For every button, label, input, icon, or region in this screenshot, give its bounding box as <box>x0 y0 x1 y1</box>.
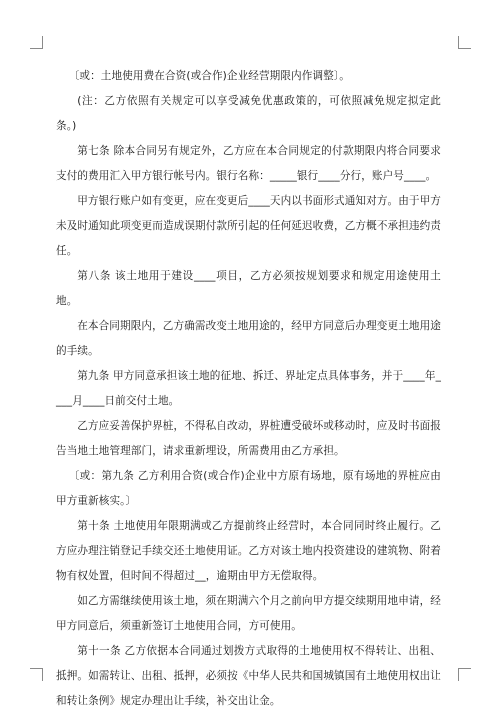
paragraph-boundary-markers: 乙方应妥善保护界桩，不得私自改动，界桩遭受破坏或移动时，应及时书面报告当地土地管理部门，请求重新埋设，所需费用由乙方承担。 <box>56 420 441 457</box>
paragraph-article-7: 第七条 除本合同另有规定外，乙方应在本合同规定的付款期限内将合同要求支付的费用汇入甲方银行帐号内。银行名称：_____银行____分行，账户号____。 <box>56 145 441 182</box>
paragraph-bank-account-change: 甲方银行账户如有变更，应在变更后____天内以书面形式通知对方。由于甲方未及时通知此项变更而造成误期付款所引起的任何延迟收费，乙方概不承担违约责任。 <box>56 195 441 257</box>
crop-mark-top-right <box>458 36 471 49</box>
paragraph-change-land-use: 在本合同期限内，乙方确需改变土地用途的，经甲方同意后办理变更土地用途的手续。 <box>56 320 441 357</box>
paragraph-fee-adjustment: 〔或：土地使用费在合资(或合作)企业经营期限内作调整〕。 <box>68 70 350 82</box>
paragraph-article-9-alternative: 〔或：第九条 乙方利用合资(或合作)企业中方原有场地，原有场地的界桩应由甲方重新核实。〕 <box>56 470 441 507</box>
paragraph-note-reduction: (注：乙方依照有关规定可以享受减免优惠政策的，可依照减免规定拟定此条。) <box>56 95 441 132</box>
crop-mark-top-left <box>30 36 43 49</box>
crop-mark-bottom-right <box>458 668 471 681</box>
paragraph-article-9: 第九条 甲方同意承担该土地的征地、拆迁、界址定点具体事务，并于____年____月____日前交付土地。 <box>56 370 441 407</box>
paragraph-article-11: 第十一条 乙方依据本合同通过划拨方式取得的土地使用权不得转让、出租、抵押。如需转让、出租、抵押，必须按《中华人民共和国城镇国有土地使用权出让和转让条例》规定办理出让手续，补交出让金。 <box>56 645 441 707</box>
paragraph-renewal: 如乙方需继续使用该土地，须在期满六个月之前向甲方提交续期用地申请，经甲方同意后，须重新签订土地使用合同，方可使用。 <box>56 595 441 632</box>
paragraph-article-10: 第十条 土地使用年限期满或乙方提前终止经营时，本合同同时终止履行。乙方应办理注销登记手续交还土地使用证。乙方对该土地内投资建设的建筑物、附着物有权处置，但时间不得超过__，逾期由甲方无偿取得。 <box>56 520 441 582</box>
paragraph-article-8: 第八条 该土地用于建设____项目，乙方必须按规划要求和规定用途使用土地。 <box>56 270 441 307</box>
document-body <box>56 64 441 714</box>
crop-mark-bottom-left <box>30 668 43 681</box>
